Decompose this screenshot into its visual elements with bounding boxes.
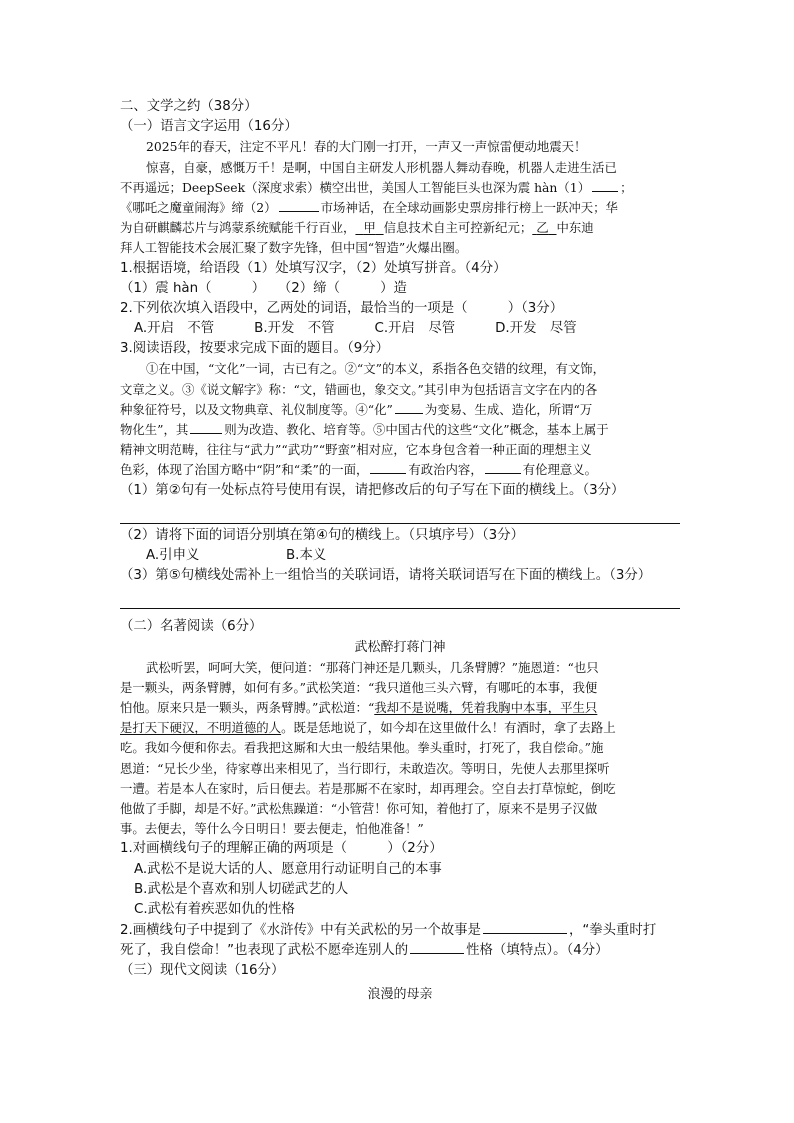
question-text: ，“拳头重时打 <box>568 923 657 939</box>
answer-slot-2[interactable]: （2）缔（ ）造 <box>277 280 407 296</box>
passage-text: 市场神话，在全球动画影史票房排行榜上一跃冲天；华 <box>320 199 618 215</box>
passage-text: 有政治内容， <box>408 462 483 478</box>
option-b[interactable]: B.开发 不管 <box>254 321 335 337</box>
blank-yi[interactable] <box>532 220 556 235</box>
story-line: 是一颗头，两条臂膊，如何有多。”武松笑道：“我只道他三头六臂，有哪吒的本事，我便 <box>120 679 598 695</box>
question-p2-2-cont <box>120 940 680 960</box>
story-line: 吃。我如今便和你去。看我把这厮和大虫一般结果他。拳头重时，打死了，我自偿命。”施 <box>120 740 604 756</box>
passage-line <box>120 400 680 420</box>
story-text: 怕他。原来只是一颗头，两条臂膊。”武松道：“ <box>120 700 375 716</box>
question-2: 2.下列依次填入语段中，乙两处的词语，最恰当的一项是（ ）（3分） <box>120 300 564 316</box>
story-line: 事。去便去，等什么今日明日！要去便走，怕他准备！” <box>120 821 424 837</box>
passage-line: 惊喜，自豪，感慨万千！是啊，中国自主研发人形机器人舞动春晚，机器人走进生活已 <box>146 159 617 175</box>
blank-5[interactable] <box>370 460 406 474</box>
passage-line <box>120 218 680 238</box>
passage-text: 物化生”，其 <box>120 422 189 437</box>
option-a: A.引申义 <box>146 547 200 563</box>
question-3: 3.阅读语段，按要求完成下面的题目。（9分） <box>120 341 390 357</box>
passage-text: 为变易、生成、造化，所谓“万 <box>424 401 593 417</box>
answer-slot-1[interactable]: （1）震 hàn（ ） <box>120 280 266 296</box>
blank-mark: 乙 <box>536 220 549 236</box>
story-line: 武松听罢，呵呵大笑，便问道：“那蒋门神还是几颗头，几条臂膊？”施恩道：“也只 <box>146 659 599 675</box>
blank-3[interactable] <box>395 400 423 414</box>
option-a[interactable]: A.开启 不管 <box>134 321 215 337</box>
question-text: 死了，我自偿命！”也表现了武松不愿牵连别人的 <box>120 943 409 959</box>
passage-text: 中东迪 <box>556 220 594 236</box>
passage-line <box>120 420 680 440</box>
option-c[interactable]: C.开启 尽管 <box>374 321 456 337</box>
blank-trait[interactable] <box>410 940 464 954</box>
question-3-2: （2）请将下面的词语分别填在第④句的横线上。（只填序号）（3分） <box>120 527 524 543</box>
blank-jia[interactable] <box>355 220 383 235</box>
part3-title: （三）现代文阅读（16分） <box>120 962 285 978</box>
story-line: 恩道：“兄长少坐，待家尊出来相见了，当行即行，未敢造次。等明日，先使人去那里探听 <box>120 760 610 776</box>
option-d[interactable]: D.开发 尽管 <box>495 321 577 337</box>
underlined-sentence: 我却不是说嘴，凭着我胸中本事，平生只 <box>374 700 598 716</box>
underlined-sentence: 是打天下硬汉，不明道德的人 <box>120 720 282 736</box>
exam-page <box>120 97 680 1005</box>
blank-story[interactable] <box>483 920 567 934</box>
option-c[interactable]: C.武松有着疾恶如仇的性格 <box>134 901 295 917</box>
passage-line <box>120 198 680 218</box>
passage-text: 有伦理意义。 <box>522 462 598 478</box>
passage-line: 文章之义。③《说文解字》称：“文，错画也，象交文。”其引申为包括语言文字在内的各 <box>120 381 598 397</box>
blank-4[interactable] <box>190 420 222 434</box>
passage-line: 2025年的春天，注定不平凡！春的大门刚一打开，一声又一声惊雷便动地震天！ <box>146 139 587 155</box>
article-title: 浪漫的母亲 <box>367 986 433 1002</box>
story-title: 武松醉打蒋门神 <box>354 639 446 655</box>
question-1: 1.根据语境，给语段（1）处填写汉字，（2）处填写拼音。（4分） <box>120 260 507 276</box>
blank-6[interactable] <box>485 460 521 474</box>
passage-text: 《哪吒之魔童闹海》缔（2） <box>120 199 277 215</box>
passage-line: ①在中国，“文化”一词，古已有之。②“文”的本义，系指各色交错的纹理，有文饰， <box>146 361 606 377</box>
question-3-2-options <box>120 546 680 566</box>
question-p2-2 <box>120 920 680 940</box>
answer-line-1[interactable] <box>120 501 680 524</box>
passage-text: 则为改造、教化、培育等。⑤中国古代的这些“文化”概念，基本上属于 <box>224 422 609 437</box>
passage-text: 种象征符号，以及文物典章、礼仪制度等。④“化” <box>120 401 393 417</box>
section-title: 二、文学之约（38分） <box>120 99 258 114</box>
passage-text: 为自研麒麟芯片与鸿蒙系统赋能千行百业， <box>120 220 356 236</box>
question-2-options <box>120 319 680 339</box>
option-b[interactable]: B.武松是个喜欢和别人切磋武艺的人 <box>134 881 349 897</box>
story-line <box>120 718 680 738</box>
passage-text: 不再遥远；DeepSeek（深度求索）横空出世，美国人工智能巨头也深为震 hàn（1） <box>120 179 591 195</box>
answer-line-2[interactable] <box>120 586 680 609</box>
passage-line: 精神文明范畴，往往与“武力”“武功”“野蛮”相对应，它本身包含着一种正面的理想主义 <box>120 442 592 458</box>
blank-2[interactable] <box>279 198 319 212</box>
question-text: 性格（填特点）。（4分） <box>466 943 609 959</box>
question-3-1: （1）第②句有一处标点符号使用有误，请把修改后的句子写在下面的横线上。（3分） <box>120 482 625 498</box>
passage-line <box>120 460 680 480</box>
story-line: 一遭。若是本人在家时，后日便去。若是那厮不在家时，却再理会。空自去打草惊蛇，倒吃 <box>120 780 616 796</box>
option-b: B.本义 <box>286 547 327 563</box>
passage-line: 拜人工智能技术会展汇聚了数字先锋，但中国“智造”火爆出圈。 <box>120 240 468 256</box>
passage-line: 不再遥远；DeepSeek（深度求索）横空出世，美国人工智能巨头也深为震 hàn（1） ； <box>120 179 633 195</box>
passage-text: 信息技术自主可控新纪元； <box>383 220 533 236</box>
story-text: 。既是恁地说了，如今却在这里做什么！有酒时，拿了去路上 <box>281 720 616 736</box>
option-a[interactable]: A.武松不是说大话的人、愿意用行动证明自己的本事 <box>134 861 442 877</box>
blank-1[interactable] <box>592 178 618 192</box>
story-line <box>120 698 680 718</box>
story-line: 他做了手脚，却是不好。”武松焦躁道：“小管营！你可知，着他打了，原来不是男子汉做 <box>120 801 598 816</box>
part1-title: （一）语言文字运用（16分） <box>120 119 298 135</box>
blank-mark: 甲 <box>363 220 376 236</box>
question-3-3: （3）第⑤句横线处需补上一组恰当的关联词语，请将关联词语写在下面的横线上。（3分） <box>120 568 652 584</box>
question-text: 2.画横线句子中提到了《水浒传》中有关武松的另一个故事是 <box>120 923 481 939</box>
question-p2-1: 1.对画横线句子的理解正确的两项是（ ）（2分） <box>120 841 443 857</box>
passage-text: 色彩，体现了治国方略中“阴”和“柔”的一面， <box>120 462 369 478</box>
part2-title: （二）名著阅读（6分） <box>120 619 263 635</box>
question-1-answers <box>120 279 680 299</box>
